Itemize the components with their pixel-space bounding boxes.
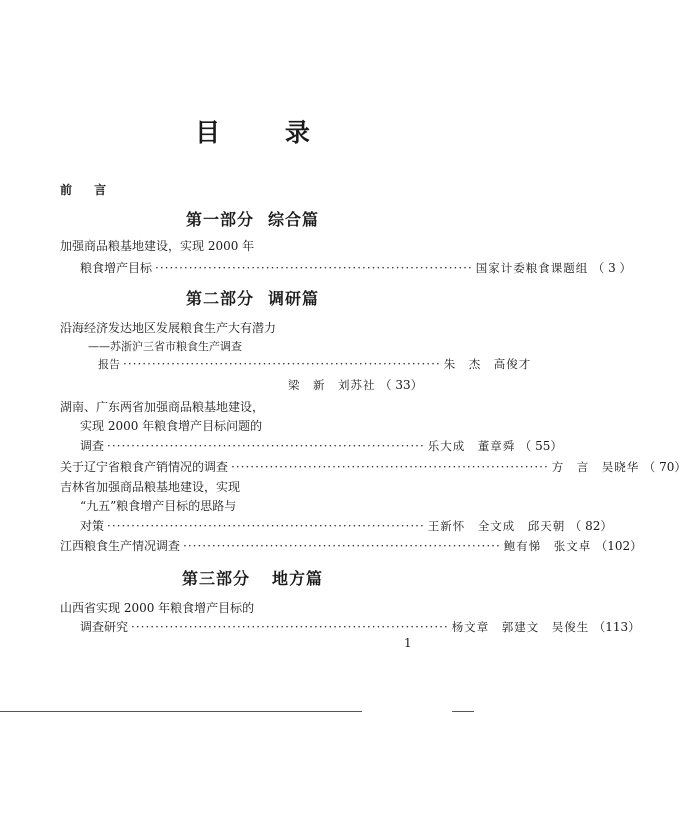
page-title: 目 录 [195,118,338,147]
toc-entry-page: （ 82） [569,519,613,533]
toc-entry-title[interactable]: 实现 2000 年粮食增产目标问题的 [80,419,263,433]
dot-leader: ·································································· [131,620,449,634]
section-part: 第二部分 [185,289,254,308]
toc-entry-3[interactable] [80,437,563,454]
toc-entry-title: 江西粮食生产情况调查 [60,539,181,553]
toc-entry-1[interactable] [80,259,632,276]
toc-entry-title[interactable]: 沿海经济发达地区发展粮食生产大有潜力 [60,321,277,335]
toc-entry-page: （113） [593,620,641,634]
scan-edge-line [452,711,474,712]
section-heading-1 [0,207,505,230]
toc-entry-page: （ 70） [643,460,686,474]
dot-leader: ·································································· [183,539,501,553]
toc-entry-page: （ 55） [519,439,563,453]
toc-entry-title[interactable]: 湖南、广东两省加强商品粮基地建设， [60,400,265,414]
preface-heading[interactable]: 前 言 [60,183,116,197]
dot-leader: ·································································· [107,519,425,533]
toc-entry-authors: 朱 杰 高俊才 [443,357,532,371]
toc-entry-page: （102） [595,539,643,553]
section-part: 第一部分 [185,210,254,229]
toc-entry-title: 调查研究 [80,620,129,634]
toc-entry-2-cont [288,376,422,393]
toc-entry-title: 调查 [80,439,105,453]
section-heading-2 [0,286,505,309]
toc-entry-title: 粮食增产目标 [80,261,153,275]
section-name: 调研篇 [268,289,320,308]
dot-leader: ·································································· [107,439,425,453]
toc-entry-authors: 梁 新 刘苏社 [288,378,376,392]
toc-entry-authors: 鲍有悌 张文卓 [503,539,592,553]
toc-entry-title: 对策 [80,519,105,533]
toc-entry-subtitle: ——苏浙沪三省市粮食生产调查 [88,340,242,353]
toc-entry-authors: 国家计委粮食课题组 [475,261,589,275]
toc-entry-title[interactable]: “九五”粮食增产目标的思路与 [80,499,237,513]
toc-entry-title[interactable]: 加强商品粮基地建设，实现 2000 年 [60,239,255,253]
toc-entry-title[interactable]: 山西省实现 2000 年粮食增产目标的 [60,601,255,615]
scan-edge-line [0,711,362,712]
toc-entry-page: （ 3 ） [592,261,632,275]
toc-entry-title: 关于辽宁省粮食产销情况的调查 [60,460,229,474]
toc-entry-5[interactable] [80,517,613,534]
dot-leader: ·································································· [155,261,473,275]
toc-entry-title: 报告 [98,358,120,371]
toc-entry-authors: 方 言 吴晓华 [551,460,640,474]
toc-entry-page: （ 33） [379,378,423,392]
page-number: 1 [404,636,412,650]
toc-entry-4[interactable] [60,458,686,475]
dot-leader: ·································································· [231,460,549,474]
toc-entry-authors: 王新怀 全文成 邱天朝 [427,519,566,533]
section-heading-3 [0,566,505,589]
toc-entry-authors: 杨文章 郭建文 吴俊生 [451,620,590,634]
toc-entry-2[interactable] [98,356,532,372]
toc-entry-authors: 乐大成 董章舜 [427,439,516,453]
toc-entry-7[interactable] [80,618,641,635]
dot-leader: ·································································· [123,357,441,371]
toc-entry-title[interactable]: 吉林省加强商品粮基地建设，实现 [60,480,241,494]
toc-entry-6[interactable] [60,537,643,554]
section-part: 第三部分 [181,569,250,588]
section-name: 地方篇 [272,569,324,588]
section-name: 综合篇 [268,210,320,229]
